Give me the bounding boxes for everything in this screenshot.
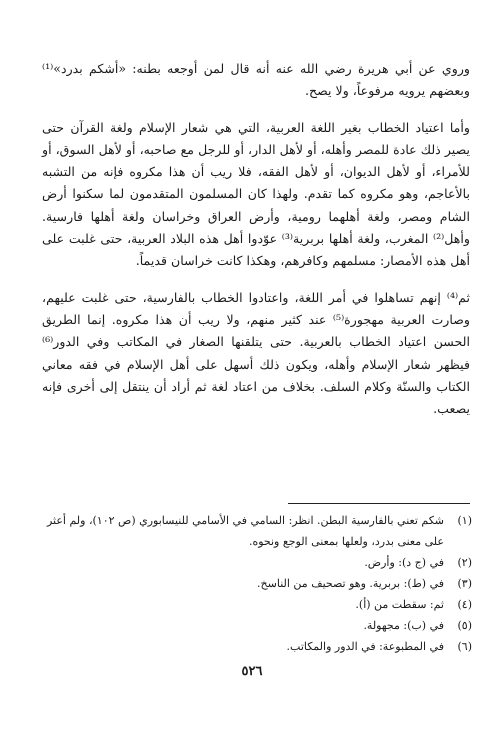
footnote-number: (١)	[457, 514, 472, 527]
paragraph-3: ثم⁽⁴⁾ إنهم تساهلوا في أمر اللغة، واعتادوا الخطاب بالفارسية، حتى غلبت عليهم، وصارت العربية مهجورة⁽⁵⁾ عند كثير منهم، ولا ريب أن هذا مكروه. إنما الطريق الحسن اعتياد الخطاب بالعربية. حتى يتلقنها الصغار في المكاتب وفي الدور⁽⁶⁾ فيظهر شعار الإسلام وأهله، ويكون ذلك أسهل على أهل الإسلام في فقه معاني الكتاب والسنّة وكلام السلف. بخلاف من اعتاد لغة ثم أراد أن ينتقل إلى أخرى فإنه يصعب.	[42, 289, 470, 417]
footnote-text: في (ط): بربرية. وهو تصحيف من الناسخ.	[257, 577, 444, 590]
footnote-text: في (ج د): وأرض.	[364, 556, 444, 569]
main-text	[42, 58, 470, 420]
footnote-separator	[288, 503, 470, 504]
footnote-number: (٦)	[457, 640, 472, 653]
footnote-text: شكم تعني بالفارسية البطن. انظر: السامي في الأسامي للنيسابوري (ص ١٠٢)، ولم أعثر على معنى بدرد، ولعلها بمعنى الوجع ونحوه.	[46, 514, 444, 548]
paragraph-1: وروي عن أبي هريرة رضي الله عنه أنه قال لمن أوجعه بطنه: «أشكم بدرد»⁽¹⁾ وبعضهم يرويه مرفوعاً، ولا يصح.	[42, 61, 470, 99]
footnote-item	[40, 552, 472, 573]
footnote-number: (٣)	[457, 577, 472, 590]
footnote-number: (٤)	[457, 598, 472, 611]
footnote-text: في المطبوعة: في الدور والمكاتب.	[286, 640, 444, 653]
footnote-item	[40, 615, 472, 636]
page-number: ٥٢٦	[241, 664, 263, 679]
footnote-text: ثم: سقطت من (أ).	[355, 598, 444, 611]
footnote-item	[40, 510, 472, 552]
paragraph-2: وأما اعتياد الخطاب بغير اللغة العربية، التي هي شعار الإسلام ولغة القرآن حتى يصير ذلك عادة للمصر وأهله، أو لأهل الدار، أو للرجل مع صاحبه، أو لأهل السوق، أو للأمراء، أو لأهل الديوان، أو لأهل الفقه، فلا ريب أن هذا مكروه فإنه من التشبه بالأعاجم، وهو مكروه كما تقدم. ولهذا كان المسلمون المتقدمون لما سكنوا أرض الشام ومصر، ولغة أهلهما رومية، وأرض العراق وخراسان ولغة أهلها فارسية. وأهل⁽²⁾ المغرب، ولغة أهلها بربرية⁽³⁾ عوّدوا أهل هذه البلاد العربية، حتى غلبت على أهل هذه الأمصار: مسلمهم وكافرهم، وهكذا كانت خراسان قديماً.	[42, 119, 471, 269]
footnote-item	[40, 636, 472, 657]
footnote-item	[40, 594, 472, 615]
footnote-number: (٥)	[457, 619, 472, 632]
footnote-text: في (ب): مجهولة.	[363, 619, 444, 632]
footnotes	[40, 510, 472, 657]
footnote-item	[40, 573, 472, 594]
footnote-number: (٢)	[457, 556, 472, 569]
